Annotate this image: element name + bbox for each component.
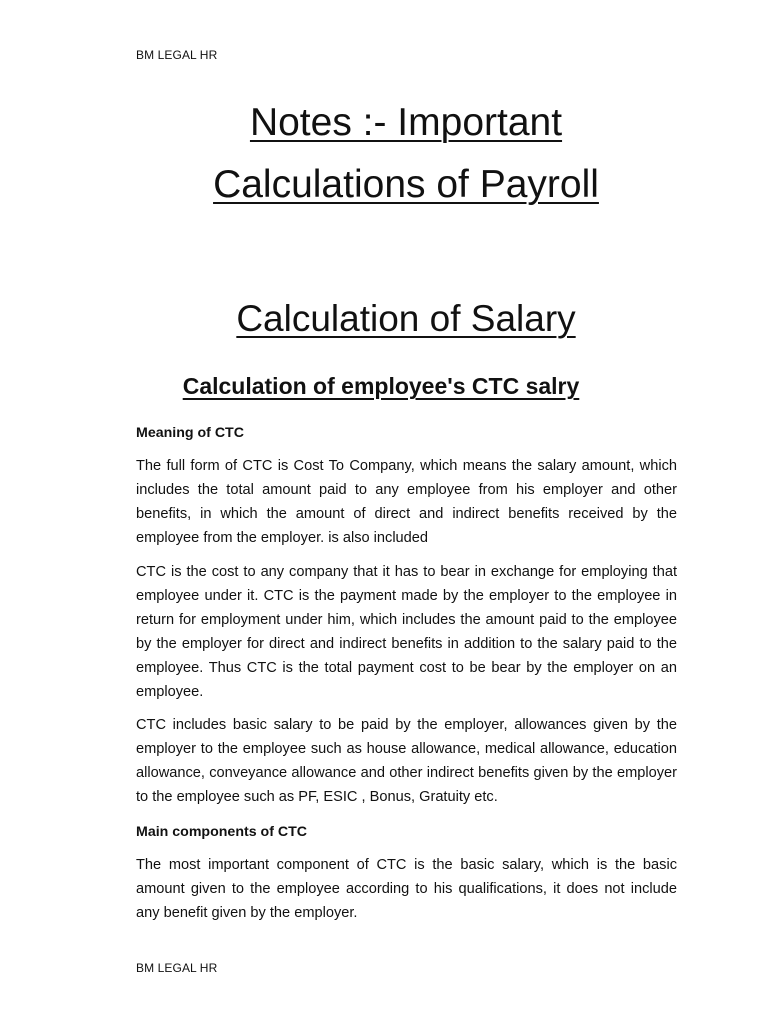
document-title-line-2 [0,154,768,216]
document-title-line-1 [0,92,768,154]
paragraph: CTC includes basic salary to be paid by the employer, allowances given by the employer to the employee such as house allowance, medical allowance, education allowance, conveyance allowance and other indirect benefits given by the employer to the employee such as PF, ESIC , Bonus, Gratuity etc. [136,717,677,805]
page-header: BM LEGAL HR [136,48,218,62]
paragraph: CTC is the cost to any company that it has to bear in exchange for employing that employee under it. CTC is the payment made by the employer to the employee in return for employment under him, which includes the amount paid to the employee by the employer for direct and indirect benefits in addition to the salary paid to the employee. Thus CTC is the total payment cost to be bear by the employer on an employee. [136,564,677,700]
title-line-2-text: Calculations of Payroll [213,163,599,206]
section-title-text: Calculation of Salary [236,298,576,339]
page-footer: BM LEGAL HR [136,961,218,975]
section-title [0,298,768,340]
paragraph: The full form of CTC is Cost To Company, which means the salary amount, which includes the total amount paid to any employee from his employer and other benefits, in which the amount of direct and indirect benefits received by the employee from the employer. is also included [136,458,677,546]
paragraph: The most important component of CTC is the basic salary, which is the basic amount given to the employee according to his qualifications, it does not include any benefit given by the employer. [136,857,677,921]
sub-title-text: Calculation of employee's CTC salry [182,373,580,399]
title-line-1-text: Notes :- Important [249,101,563,144]
sub-title [0,373,762,400]
heading-meaning-of-ctc: Meaning of CTC [136,425,244,441]
heading-main-components-of-ctc: Main components of CTC [136,824,308,840]
